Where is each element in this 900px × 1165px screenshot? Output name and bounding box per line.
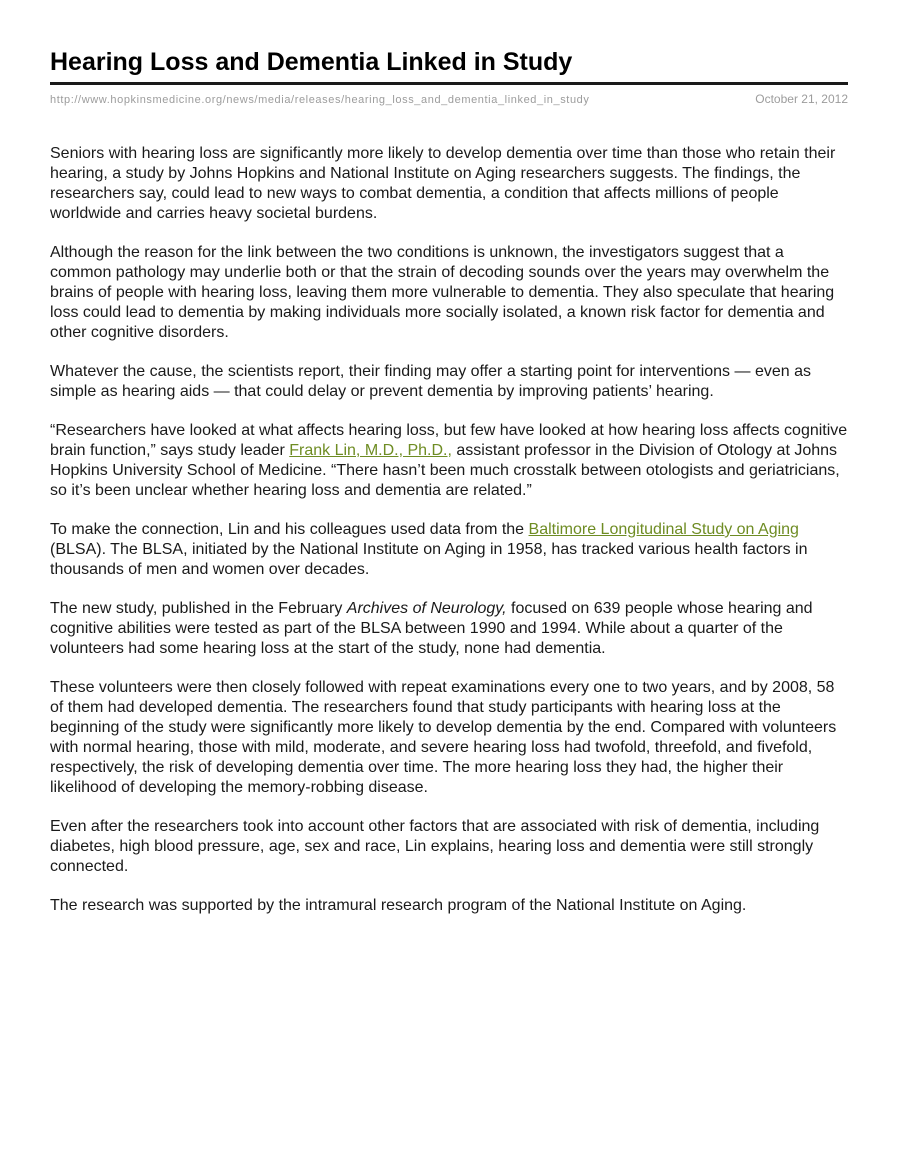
article-paragraph — [50, 678, 848, 798]
page-title: Hearing Loss and Dementia Linked in Study — [50, 48, 573, 76]
title-divider — [50, 82, 848, 85]
article-paragraph — [50, 421, 848, 501]
paragraph-text: The research was supported by the intramural research program of the National Institute on Aging. — [50, 897, 747, 914]
paragraph-text: (BLSA). The BLSA, initiated by the National Institute on Aging in 1958, has tracked various health factors in thousands of men and women over decades. — [50, 541, 808, 578]
paragraph-text: “Researchers have looked at what affects hearing loss, but few have looked at how hearing loss affects cognitive brain function,” says study leader — [50, 422, 848, 459]
article-paragraph — [50, 520, 848, 580]
paragraph-text: To make the connection, Lin and his colleagues used data from the — [50, 521, 529, 538]
paragraph-text: Seniors with hearing loss are significantly more likely to develop dementia over time than those who retain their hearing, a study by Johns Hopkins and National Institute on Aging researchers suggests. The findings, the researchers say, could lead to new ways to combat dementia, a condition that affects millions of people worldwide and carries heavy societal burdens. — [50, 145, 836, 222]
article-paragraph — [50, 599, 848, 659]
paragraph-text: focused on 639 people whose hearing and cognitive abilities were tested as part of the BLSA between 1990 and 1994. While about a quarter of the volunteers had some hearing loss at the start of the study, none had dementia. — [50, 600, 813, 657]
paragraph-text: The new study, published in the February — [50, 600, 347, 617]
article-date: October 21, 2012 — [755, 92, 848, 106]
frank-lin-link[interactable]: Frank Lin, M.D., Ph.D., — [289, 442, 452, 459]
meta-row — [50, 92, 848, 106]
article-body — [50, 144, 848, 916]
source-url: http://www.hopkinsmedicine.org/news/media/releases/hearing_loss_and_dementia_linked_in_study — [50, 94, 590, 106]
article-paragraph — [50, 817, 848, 877]
paragraph-text: assistant professor in the Division of Otology at Johns Hopkins University School of Medicine. “There hasn’t been much crosstalk between otologists and geriatricians, so it’s been unclear whether hearing loss and dementia are related.” — [50, 442, 840, 499]
article-paragraph — [50, 243, 848, 343]
article-paragraph — [50, 144, 848, 224]
paragraph-text: These volunteers were then closely followed with repeat examinations every one to two years, and by 2008, 58 of them had developed dementia. The researchers found that study participants with hearing loss at the beginning of the study were significantly more likely to develop dementia by the end. Compared with volunteers with normal hearing, those with mild, moderate, and severe hearing loss had twofold, threefold, and fivefold, respectively, the risk of developing dementia over time. The more hearing loss they had, the higher their likelihood of developing the memory-robbing disease. — [50, 679, 837, 796]
italic-text: Archives of Neurology, — [346, 600, 507, 617]
paragraph-text: Whatever the cause, the scientists report, their finding may offer a starting point for interventions — even as simple as hearing aids — that could delay or prevent dementia by improving patients’ hearing. — [50, 363, 811, 400]
article-paragraph — [50, 896, 848, 916]
article-header — [50, 46, 848, 106]
paragraph-text: Even after the researchers took into account other factors that are associated with risk of dementia, including diabetes, high blood pressure, age, sex and race, Lin explains, hearing loss and dementia were still strongly connected. — [50, 818, 820, 875]
blsa-link[interactable]: Baltimore Longitudinal Study on Aging — [528, 521, 799, 538]
paragraph-text: Although the reason for the link between the two conditions is unknown, the investigators suggest that a common pathology may underlie both or that the strain of decoding sounds over the years may overwhelm the brains of people with hearing loss, leaving them more vulnerable to dementia. They also speculate that hearing loss could lead to dementia by making individuals more socially isolated, a known risk factor for dementia and other cognitive disorders. — [50, 244, 835, 341]
article-paragraph — [50, 362, 848, 402]
